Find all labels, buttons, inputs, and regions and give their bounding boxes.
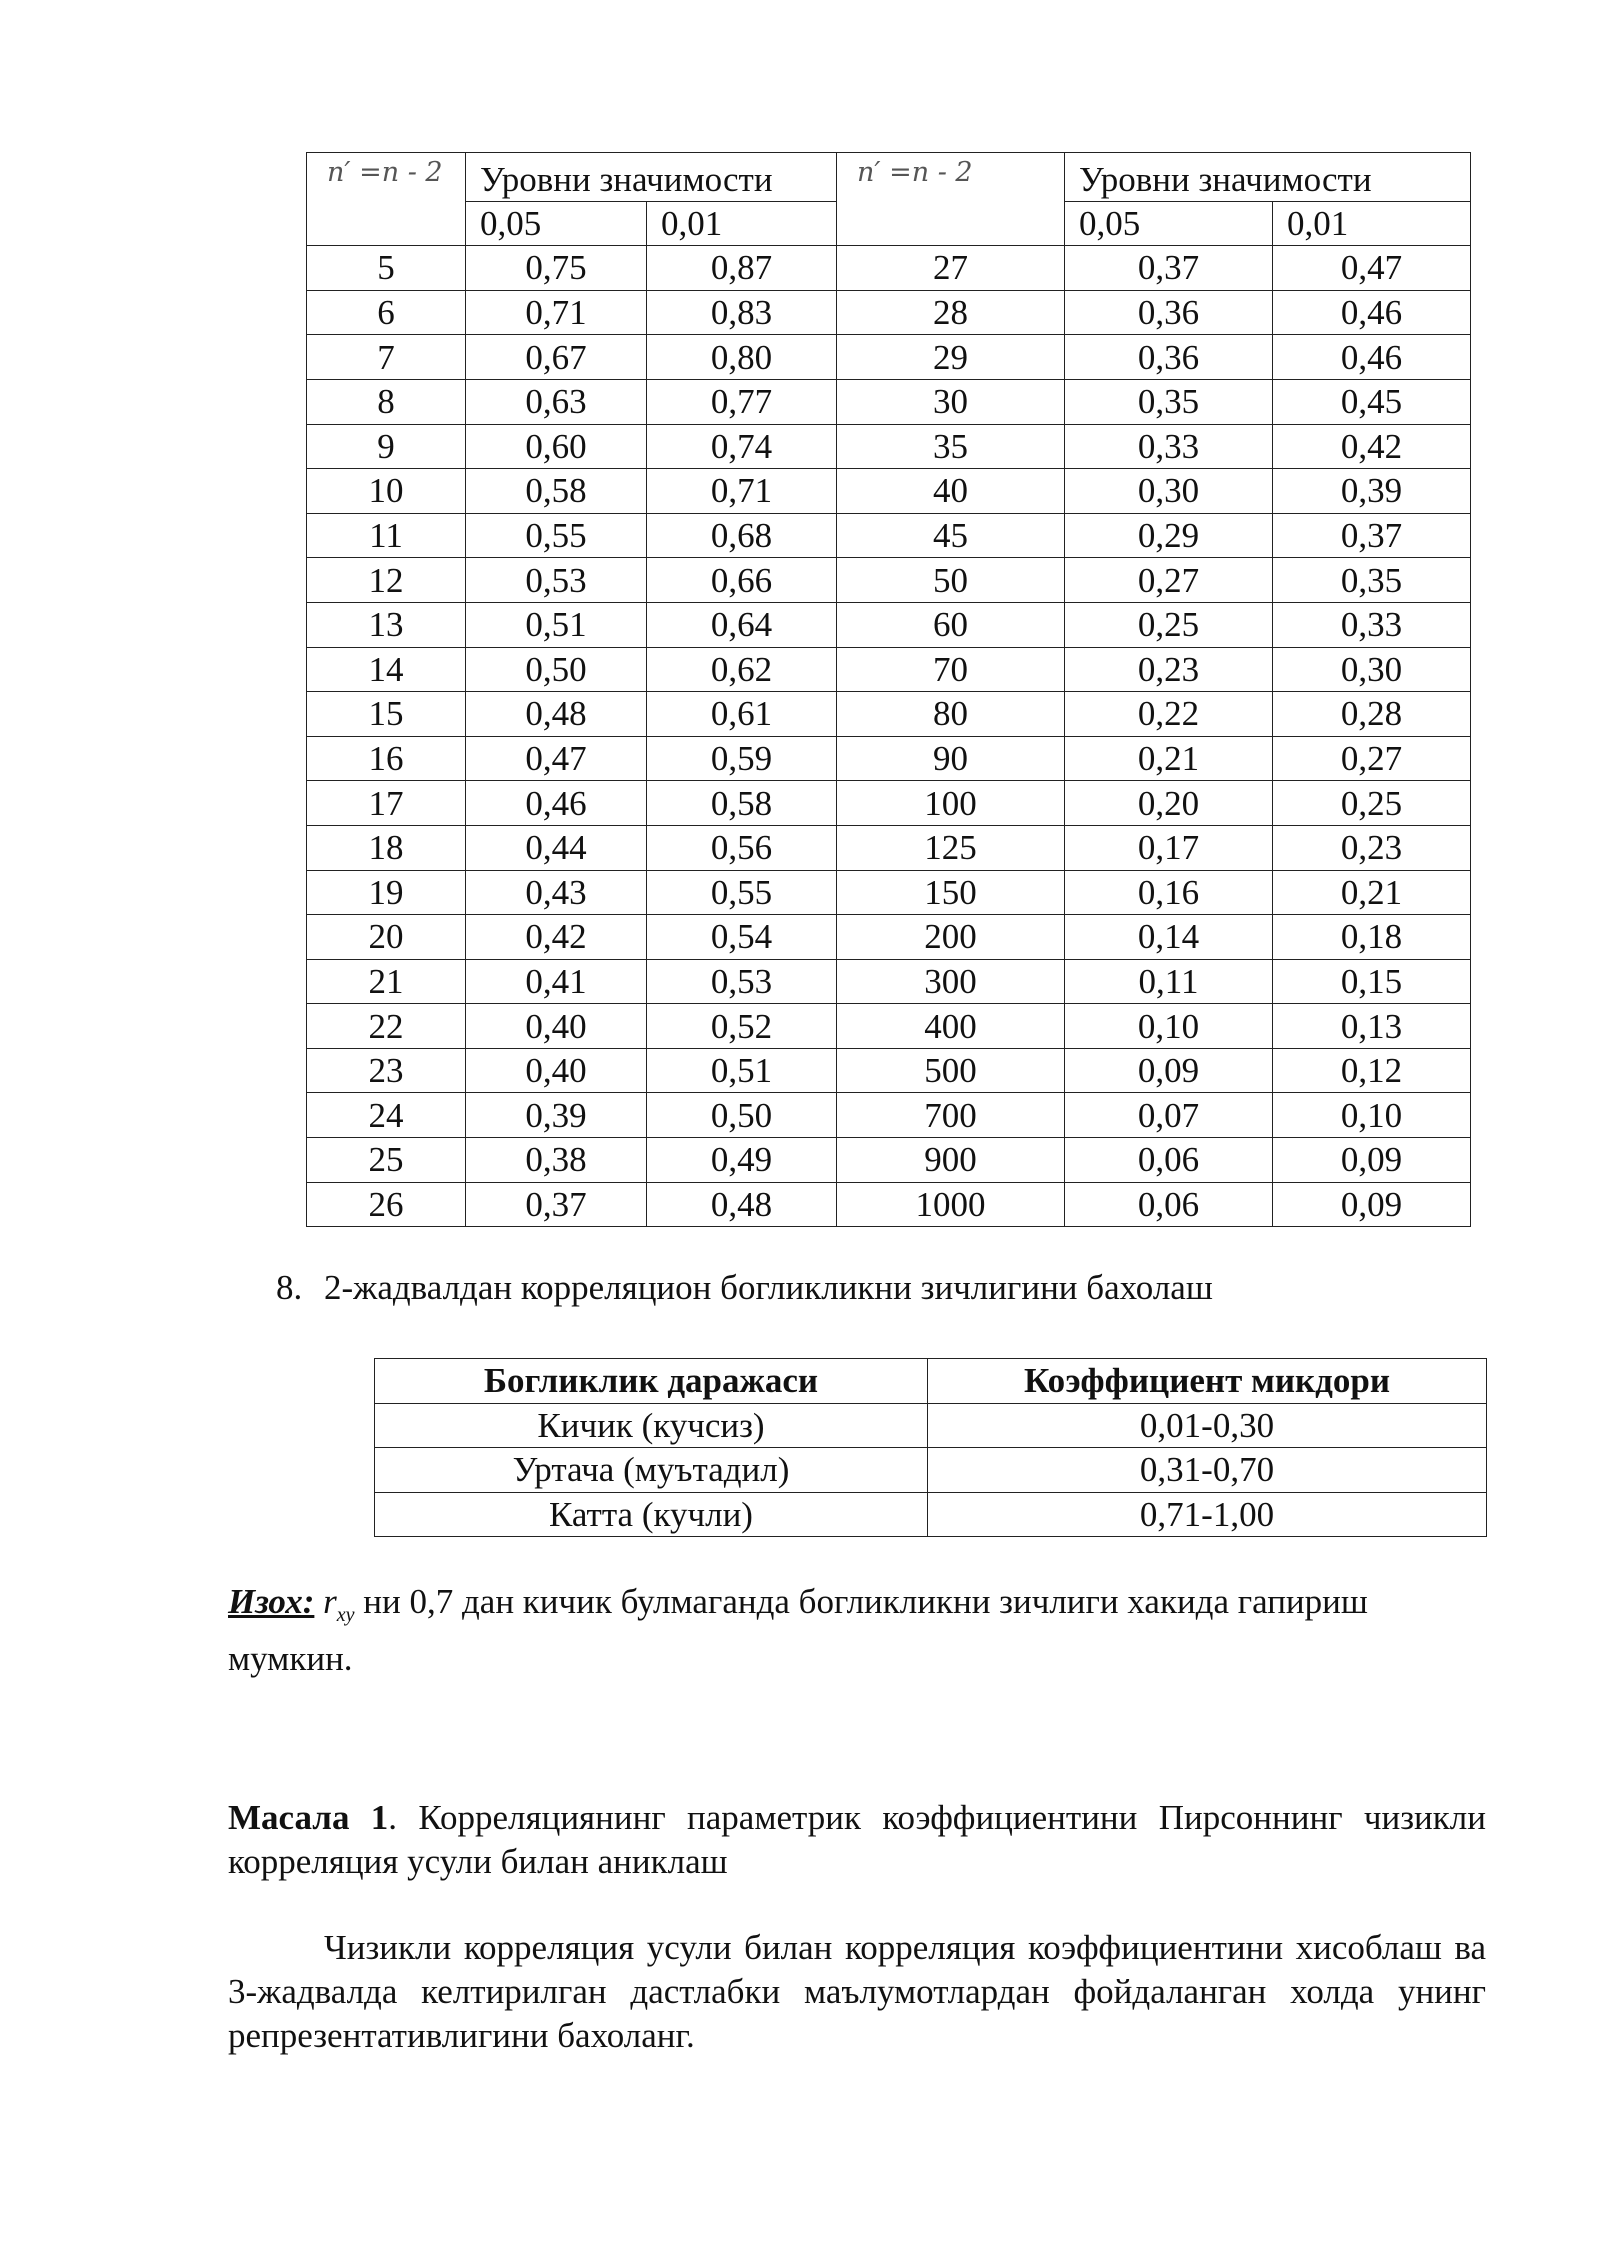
list-item-8 <box>276 1268 1213 1308</box>
table-row <box>307 335 1471 380</box>
table-cell: 22 <box>307 1004 466 1049</box>
table-cell: 0,10 <box>1065 1004 1273 1049</box>
n-header-left: n′ =n - 2 <box>307 153 466 246</box>
table-cell: Уртача (муътадил) <box>375 1448 928 1493</box>
table-cell: 0,44 <box>466 825 647 870</box>
table-cell: 200 <box>837 915 1065 960</box>
table-cell: 0,40 <box>466 1004 647 1049</box>
table-cell: 0,48 <box>647 1182 837 1227</box>
table-cell: 0,46 <box>466 781 647 826</box>
table-cell: 0,09 <box>1273 1182 1471 1227</box>
table-row <box>307 1004 1471 1049</box>
sub-header-005-right: 0,05 <box>1065 201 1273 246</box>
critical-values-body <box>307 246 1471 1227</box>
table-cell: 0,33 <box>1273 602 1471 647</box>
critical-values-table <box>306 152 1471 1227</box>
table-row <box>307 602 1471 647</box>
table-cell: 0,09 <box>1273 1138 1471 1183</box>
table-row <box>307 1093 1471 1138</box>
table-cell: 0,55 <box>647 870 837 915</box>
table-row <box>307 424 1471 469</box>
table-row <box>307 1048 1471 1093</box>
table-cell: 0,59 <box>647 736 837 781</box>
table-cell: 0,06 <box>1065 1182 1273 1227</box>
table-cell: 0,18 <box>1273 915 1471 960</box>
table-cell: 0,11 <box>1065 959 1273 1004</box>
rxy-base: r <box>323 1582 337 1621</box>
table-cell: 0,27 <box>1273 736 1471 781</box>
table-cell: 12 <box>307 558 466 603</box>
table-cell: 0,28 <box>1273 692 1471 737</box>
table-cell: 0,47 <box>1273 246 1471 291</box>
table-cell: 0,71 <box>647 469 837 514</box>
table-cell: 35 <box>837 424 1065 469</box>
table-cell: 0,62 <box>647 647 837 692</box>
table-cell: 0,15 <box>1273 959 1471 1004</box>
table-cell: 500 <box>837 1048 1065 1093</box>
table-cell: 5 <box>307 246 466 291</box>
table-cell: 0,23 <box>1065 647 1273 692</box>
table-cell: 0,30 <box>1065 469 1273 514</box>
sub-header-001-left: 0,01 <box>647 201 837 246</box>
table-cell: 0,68 <box>647 513 837 558</box>
table-cell: 0,51 <box>647 1048 837 1093</box>
table-cell: 0,40 <box>466 1048 647 1093</box>
table-row <box>307 379 1471 424</box>
table-cell: 45 <box>837 513 1065 558</box>
table-cell: 0,55 <box>466 513 647 558</box>
correlation-degree-body <box>375 1403 1487 1537</box>
table-cell: 20 <box>307 915 466 960</box>
table-cell: 0,87 <box>647 246 837 291</box>
table-cell: 0,39 <box>1273 469 1471 514</box>
table-cell: 15 <box>307 692 466 737</box>
table-cell: 400 <box>837 1004 1065 1049</box>
table-row <box>307 825 1471 870</box>
table-cell: 0,36 <box>1065 335 1273 380</box>
table-cell: 0,16 <box>1065 870 1273 915</box>
table-cell: 0,49 <box>647 1138 837 1183</box>
table-row <box>307 290 1471 335</box>
table-cell: 0,09 <box>1065 1048 1273 1093</box>
list-item-number: 8. <box>276 1268 303 1307</box>
table-cell: 0,23 <box>1273 825 1471 870</box>
table-cell: 0,51 <box>466 602 647 647</box>
table-row <box>307 915 1471 960</box>
table-cell: 28 <box>837 290 1065 335</box>
table-cell: 0,48 <box>466 692 647 737</box>
note-label: Изох: <box>228 1582 315 1621</box>
table-cell: 0,63 <box>466 379 647 424</box>
sub-header-001-right: 0,01 <box>1273 201 1471 246</box>
table-row <box>307 870 1471 915</box>
table-cell: 125 <box>837 825 1065 870</box>
table-cell: 0,46 <box>1273 335 1471 380</box>
table-cell: 0,50 <box>466 647 647 692</box>
table-cell: 0,53 <box>466 558 647 603</box>
table-cell: 21 <box>307 959 466 1004</box>
table-cell: 29 <box>837 335 1065 380</box>
table-cell: 0,38 <box>466 1138 647 1183</box>
table-cell: 0,71 <box>466 290 647 335</box>
table-cell: 1000 <box>837 1182 1065 1227</box>
table-cell: 0,58 <box>647 781 837 826</box>
table-cell: 25 <box>307 1138 466 1183</box>
coefficient-header: Коэффициент микдори <box>928 1359 1487 1404</box>
table-cell: 0,06 <box>1065 1138 1273 1183</box>
table-cell: 13 <box>307 602 466 647</box>
table-cell: 0,29 <box>1065 513 1273 558</box>
table-cell: 0,71-1,00 <box>928 1492 1487 1537</box>
table-cell: 0,20 <box>1065 781 1273 826</box>
table-cell: 100 <box>837 781 1065 826</box>
table-cell: 0,25 <box>1065 602 1273 647</box>
table-row <box>307 469 1471 514</box>
table-cell: 11 <box>307 513 466 558</box>
table-cell: 17 <box>307 781 466 826</box>
rxy-subscript: xy <box>336 1604 355 1626</box>
table-cell: 0,31-0,70 <box>928 1448 1487 1493</box>
table-cell: 8 <box>307 379 466 424</box>
table-cell: 23 <box>307 1048 466 1093</box>
table-cell: 0,75 <box>466 246 647 291</box>
sub-header-005-left: 0,05 <box>466 201 647 246</box>
rxy-symbol <box>323 1582 355 1626</box>
table-row <box>307 246 1471 291</box>
table-cell: 0,64 <box>647 602 837 647</box>
table-cell: 300 <box>837 959 1065 1004</box>
table-cell: 18 <box>307 825 466 870</box>
table-cell: 0,47 <box>466 736 647 781</box>
table-cell: 0,07 <box>1065 1093 1273 1138</box>
table-cell: 70 <box>837 647 1065 692</box>
table-cell: 0,77 <box>647 379 837 424</box>
table-cell: 0,66 <box>647 558 837 603</box>
table-cell: 0,61 <box>647 692 837 737</box>
table-row <box>375 1448 1487 1493</box>
table-cell: 0,67 <box>466 335 647 380</box>
table-cell: 0,54 <box>647 915 837 960</box>
table-cell: 0,45 <box>1273 379 1471 424</box>
table-cell: 6 <box>307 290 466 335</box>
table-row <box>307 959 1471 1004</box>
problem-title-paragraph <box>228 1796 1486 1884</box>
table-cell: 0,42 <box>466 915 647 960</box>
table-cell: 10 <box>307 469 466 514</box>
table-cell: 0,41 <box>466 959 647 1004</box>
table-cell: 0,37 <box>1065 246 1273 291</box>
table-cell: 50 <box>837 558 1065 603</box>
table-cell: 0,80 <box>647 335 837 380</box>
table-cell: 0,46 <box>1273 290 1471 335</box>
table-cell: 0,27 <box>1065 558 1273 603</box>
table-cell: 60 <box>837 602 1065 647</box>
table-cell: 0,10 <box>1273 1093 1471 1138</box>
table-cell: 24 <box>307 1093 466 1138</box>
table-cell: 90 <box>837 736 1065 781</box>
note-text: ни 0,7 дан кичик булмаганда богликликни зичлиги хакида гапириш мумкин. <box>228 1582 1368 1678</box>
table-cell: 700 <box>837 1093 1065 1138</box>
table-cell: 0,12 <box>1273 1048 1471 1093</box>
table-cell: 0,21 <box>1065 736 1273 781</box>
table-cell: 0,30 <box>1273 647 1471 692</box>
table-cell: 0,37 <box>466 1182 647 1227</box>
table-cell: 150 <box>837 870 1065 915</box>
table-cell: Кичик (кучсиз) <box>375 1403 928 1448</box>
table-cell: 27 <box>837 246 1065 291</box>
problem-title-text: . Корреляциянинг параметрик коэффициентини Пирсоннинг чизикли корреляция усули билан аниклаш <box>228 1798 1486 1881</box>
table-cell: 0,43 <box>466 870 647 915</box>
levels-header-right: Уровни значимости <box>1065 153 1471 202</box>
table-cell: 0,53 <box>647 959 837 1004</box>
table-row <box>375 1492 1487 1537</box>
table-cell: 0,83 <box>647 290 837 335</box>
table-cell: 0,14 <box>1065 915 1273 960</box>
table-cell: 14 <box>307 647 466 692</box>
table-cell: 7 <box>307 335 466 380</box>
table-cell: 0,21 <box>1273 870 1471 915</box>
table-cell: 0,36 <box>1065 290 1273 335</box>
table-cell: 40 <box>837 469 1065 514</box>
table-cell: 0,01-0,30 <box>928 1403 1487 1448</box>
list-item-text: 2-жадвалдан корреляцион богликликни зичлигини бахолаш <box>324 1268 1213 1307</box>
table-cell: 0,56 <box>647 825 837 870</box>
table-row <box>307 513 1471 558</box>
table-cell: 0,35 <box>1273 558 1471 603</box>
table-cell: 0,33 <box>1065 424 1273 469</box>
table-row <box>307 1138 1471 1183</box>
table-row <box>307 692 1471 737</box>
table-row <box>375 1403 1487 1448</box>
table-cell: 0,42 <box>1273 424 1471 469</box>
table-row <box>307 1182 1471 1227</box>
table-cell: 26 <box>307 1182 466 1227</box>
table-row <box>307 781 1471 826</box>
table-cell: 80 <box>837 692 1065 737</box>
table-row <box>307 558 1471 603</box>
table-cell: 0,50 <box>647 1093 837 1138</box>
table-row <box>307 736 1471 781</box>
table-cell: 0,74 <box>647 424 837 469</box>
table-cell: 0,13 <box>1273 1004 1471 1049</box>
table-cell: 0,39 <box>466 1093 647 1138</box>
table-cell: 19 <box>307 870 466 915</box>
table-cell: 0,22 <box>1065 692 1273 737</box>
table-cell: 0,25 <box>1273 781 1471 826</box>
table-cell: 30 <box>837 379 1065 424</box>
table-cell: Катта (кучли) <box>375 1492 928 1537</box>
levels-header-left: Уровни значимости <box>466 153 837 202</box>
degree-header: Богликлик даражаси <box>375 1359 928 1404</box>
table-cell: 0,37 <box>1273 513 1471 558</box>
table-row <box>307 647 1471 692</box>
n-header-right: n′ =n - 2 <box>837 153 1065 246</box>
table-cell: 16 <box>307 736 466 781</box>
table-cell: 9 <box>307 424 466 469</box>
table-cell: 900 <box>837 1138 1065 1183</box>
problem-title: Масала 1 <box>228 1798 389 1837</box>
table-cell: 0,52 <box>647 1004 837 1049</box>
table-cell: 0,35 <box>1065 379 1273 424</box>
correlation-degree-table <box>374 1358 1487 1537</box>
problem-body-paragraph: Чизикли корреляция усули билан корреляция коэффициентини хисоблаш ва 3-жадвалда келтирилган дастлабки маълумотлардан фойдаланган холда унинг репрезентативлигини бахоланг. <box>228 1928 1486 2055</box>
table-cell: 0,58 <box>466 469 647 514</box>
note-paragraph <box>228 1580 1488 1681</box>
table-cell: 0,17 <box>1065 825 1273 870</box>
table-cell: 0,60 <box>466 424 647 469</box>
